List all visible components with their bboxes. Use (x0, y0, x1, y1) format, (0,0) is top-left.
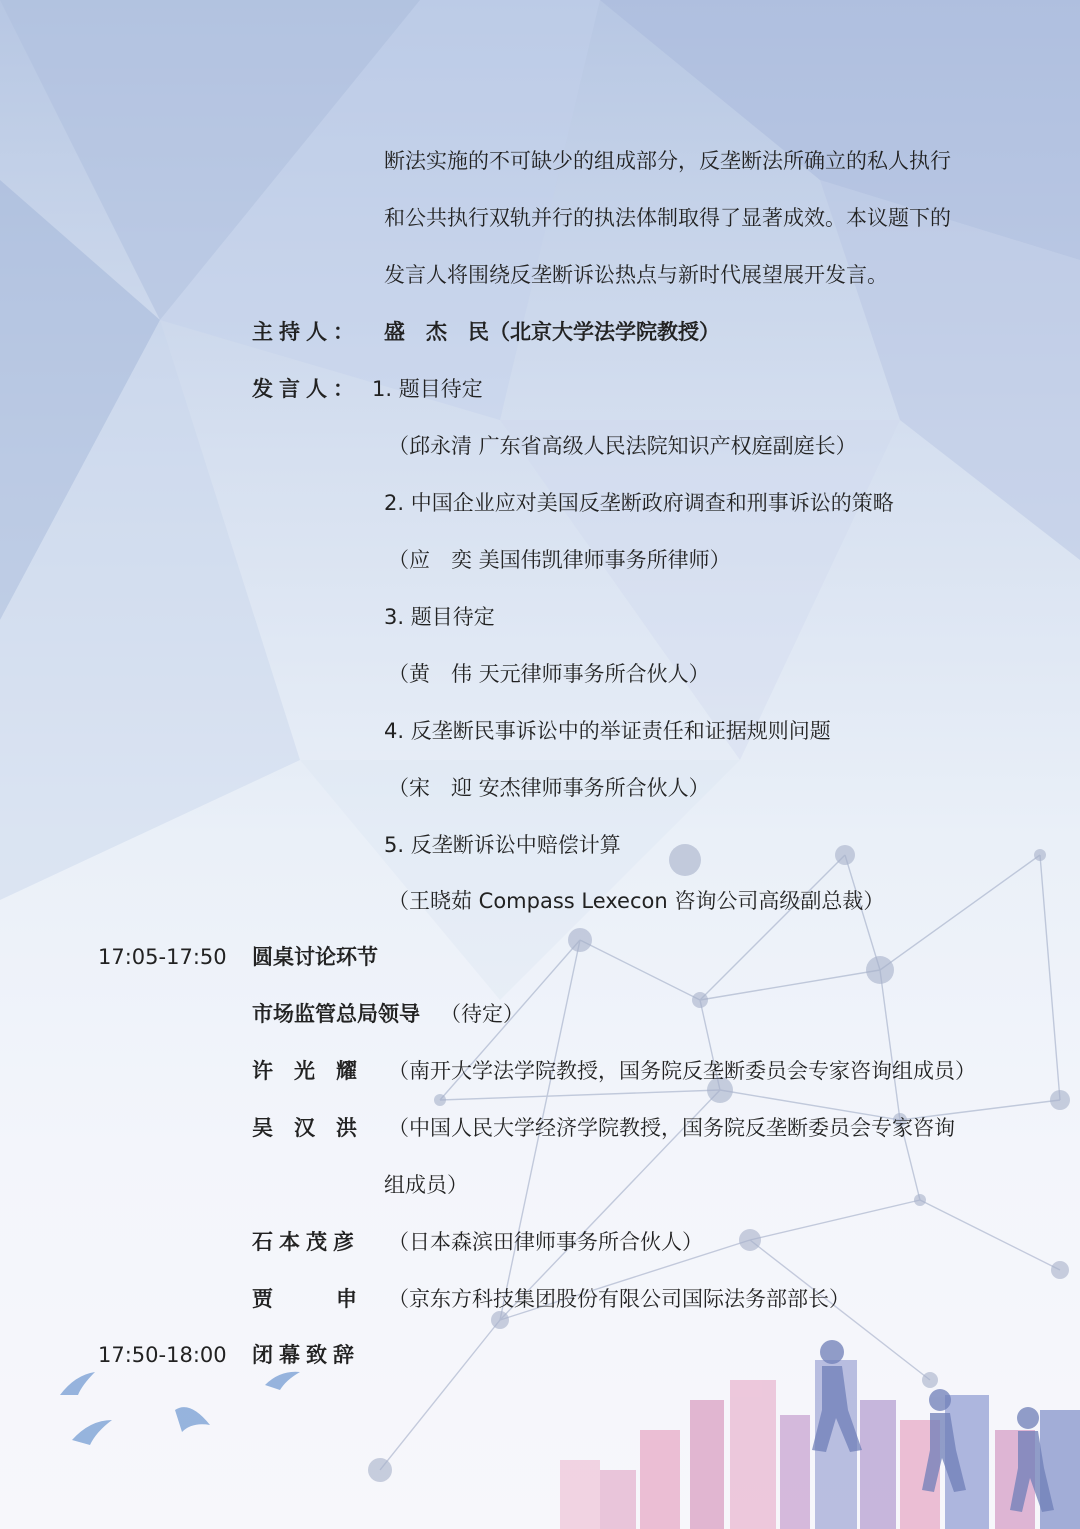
host-value: 盛 杰 民（北京大学法学院教授） (384, 320, 720, 344)
speakers-label: 发言人： (252, 377, 360, 401)
speaker-person-4: （宋 迎 安杰律师事务所合伙人） (388, 776, 710, 800)
speaker-topic-2: 2. 中国企业应对美国反垄断政府调查和刑事诉讼的策略 (384, 491, 894, 515)
host-label: 主持人： (252, 320, 360, 344)
panelist-detail-4: （京东方科技集团股份有限公司国际法务部部长） (388, 1287, 850, 1311)
speaker-topic-1: 1. 题目待定 (372, 377, 483, 401)
roundtable-leader: 市场监管总局领导 (252, 1002, 420, 1026)
speaker-person-5: （王晓茹 Compass Lexecon 咨询公司高级副总裁） (388, 889, 885, 913)
panelist-detail-3: （日本森滨田律师事务所合伙人） (388, 1230, 703, 1254)
panelist-detail-1: （南开大学法学院教授，国务院反垄断委员会专家咨询组成员） (388, 1059, 976, 1083)
intro-line-2: 和公共执行双轨并行的执法体制取得了显著成效。本议题下的 (384, 206, 951, 230)
roundtable-leader-note: （待定） (440, 1002, 524, 1026)
speaker-topic-5: 5. 反垄断诉讼中赔偿计算 (384, 833, 621, 857)
speaker-topic-3: 3. 题目待定 (384, 605, 495, 629)
roundtable-title: 圆桌讨论环节 (252, 945, 378, 969)
speaker-person-3: （黄 伟 天元律师事务所合伙人） (388, 662, 710, 686)
speaker-person-1: （邱永清 广东省高级人民法院知识产权庭副庭长） (388, 434, 857, 458)
panelist-detail-2: （中国人民大学经济学院教授，国务院反垄断委员会专家咨询 (388, 1116, 955, 1140)
closing-title: 闭幕致辞 (252, 1343, 360, 1367)
closing-time: 17:50-18:00 (98, 1343, 227, 1367)
speaker-person-2: （应 奕 美国伟凯律师事务所律师） (388, 548, 731, 572)
speaker-topic-4: 4. 反垄断民事诉讼中的举证责任和证据规则问题 (384, 719, 831, 743)
roundtable-time: 17:05-17:50 (98, 945, 227, 969)
panelist-name-3: 石本茂彦 (252, 1230, 360, 1254)
panelist-name-1: 许 光 耀 (252, 1059, 357, 1083)
panelist-name-2: 吴 汉 洪 (252, 1116, 357, 1140)
panelist-name-4: 贾 申 (252, 1287, 357, 1311)
intro-line-3: 发言人将围绕反垄断诉讼热点与新时代展望展开发言。 (384, 263, 888, 287)
intro-line-1: 断法实施的不可缺少的组成部分，反垄断法所确立的私人执行 (384, 149, 951, 173)
panelist-detail-2-cont: 组成员） (384, 1173, 468, 1197)
